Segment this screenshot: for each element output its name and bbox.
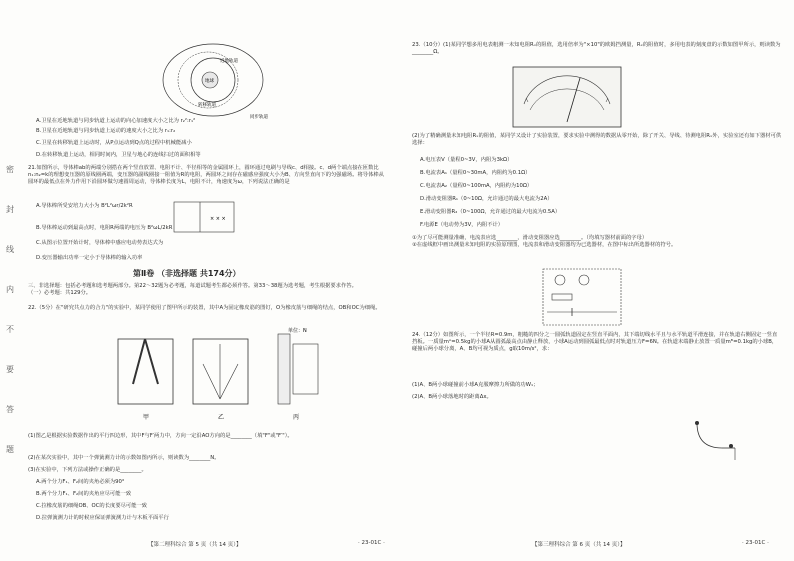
q23-stem: 23.（10分）(1)某同学想多用电表粗测一未知电阻Rₓ的阻值，选用倍率为"×10"的欧姆挡测量，Rₓ的阻值时，多用电表的刻度盘的示数如图甲所示，则读数为________Ω。	[412, 42, 781, 56]
q22-part-1: (1)图乙是根据实验数据作出的平行四边形，其中F与F′两力中，方向一定沿AO方向的是________（填"F"或"F′"）。	[28, 433, 293, 439]
q20-option-a: A.卫星在近地轨道与同步轨道上运动的向心加速度大小之比为 r₂²:r₁²	[36, 118, 196, 124]
near-orbit-label: 近地轨道	[220, 59, 238, 64]
binding-line-gutter	[6, 150, 20, 470]
geo-orbit-label: 同步轨道	[250, 115, 268, 120]
earth-label: 地球	[205, 79, 214, 84]
q22-stem: 22.（5分）在"研究共点力的合力"的实验中，某同学使用了图甲所示的装置，其中A为固定橡皮筋的图钉，O为橡皮筋与细绳的结点，OB和OC为细绳。	[28, 305, 381, 311]
q22-part-3: (3)在实验中，下列方法或操作正确的是________。	[28, 467, 147, 473]
equip-b: B.电流表A₁（量程0~30mA，内阻约为0.1Ω）	[420, 170, 531, 176]
q22-option-a: A.两个分力F₁、F₂间的夹角必须为90°	[36, 479, 125, 485]
multimeter-dial	[512, 66, 622, 128]
q24-part-2: (2)A、B两小球落地时的距离Δx。	[412, 394, 492, 400]
q24-stem: 24.（12分）如图所示，一个半径R=0.9m，粗糙的四分之一圆弧轨道固定在竖直平面内，其下端切线水平且与水平轨道平滑连接，并在轨道右侧固定一竖直挡板。一质量mᴬ=0.5kg的小球A从圆弧最高点由静止释放，小球A运动到圆弧最低点时对轨道压力F=6N。在轨道末端静止放置一质量mᴮ=0.1kg的小球B，碰撞后两小球分离，A、B均可视为质点，g取10m/s²，求：	[412, 332, 778, 353]
q21-option-d: D.变压器输出功率一定小于导体棒的输入功率	[36, 255, 143, 261]
q21-stem: 21.如图所示，导体棒ab的两端分别搭在两个竖直放置、电阻不计、半径相等的金属圆环上，圆环通过电刷与导线c、d相接。c、d两个端点接在匝数比n₁:n₂=k的理想变压器的原线圈两端，变压器的副线圈接一阻值为R的电阻，两圆环之间存在磁感应强度大小为B、方向竖直向下的匀强磁场。将导体棒从圆环的最低点在外力作用下沿圆环做匀速圆周运动，导体棒长度为L，电阻不计，角速度为ω，下列说法正确的是	[28, 165, 384, 186]
q21-option-a: A.导体棒所受安培力大小为 B²L²ωr/2k²R	[36, 203, 133, 209]
q21-option-c: C.从图示位置开始计时，导体棒中感应电动势表达式为	[36, 240, 164, 246]
gutter-char: 封	[6, 205, 14, 214]
q24-part-1: (1)A、B两小球碰撞前小球A克服摩擦力所做的功W₁；	[412, 382, 539, 388]
q23-part-2: (2)为了精确测量未知电阻Rₓ的阻值，某同学又设计了实验装置，要求实验中测得的数据从零开始，除了开关、导线、待测电阻Rₓ外，实验室还有如下器材可供选择：	[412, 133, 782, 147]
gutter-char: 题	[6, 445, 14, 454]
equip-d: D.滑动变阻器R₁（0~10Ω，允许通过的最大电流为2A）	[420, 196, 553, 202]
equip-a: A.电压表V（量程0~3V，内阻为3kΩ）	[420, 157, 513, 163]
q20-option-d: D.在转移轨道上运动，相同时间内，卫星与地心的连线扫过的面积相等	[36, 152, 201, 158]
q22-option-b: B.两个分力F₁、F₂间的夹角应尽可能一致	[36, 491, 132, 497]
equip-c: C.电流表A₂（量程0~100mA，内阻约为10Ω）	[420, 183, 533, 189]
left-footer: 【第二理科综合 第 5 页（共 14 页）】	[148, 542, 242, 548]
transfer-orbit-label: 转移轨道	[198, 103, 216, 108]
equip-f: F.电源E（电动势为3V，内阻不计）	[420, 222, 504, 228]
section-note: 三、非选择题：包括必考题和选考题两部分。第22～32题为必考题，每道试题考生都必须作答。第33～38题为选考题，考生根据要求作答。 （一）必考题：共129分。	[28, 283, 357, 297]
q21-option-b: B.导体棒运动到最高点时，电阻R两端的电压为 B²ωL/2kR	[36, 225, 173, 231]
equip-e: E.滑动变阻器R₂（0~100Ω，允许通过的最大电流为0.5A）	[420, 209, 561, 215]
circuit-box	[542, 268, 622, 326]
fig-yi-label: 乙	[218, 414, 225, 421]
right-footer: 【第三理科综合 第 6 页（共 14 页）】	[532, 542, 626, 548]
svg-text:× × ×: × × ×	[210, 216, 226, 222]
gutter-char: 要	[6, 365, 14, 374]
track-diagram	[687, 418, 747, 463]
orbit-diagram	[158, 40, 278, 120]
q20-option-c: C.卫星在转移轨道上运动时，从P点运动到Q点的过程中机械能减小	[36, 140, 192, 146]
q22-option-d: D.拉弹簧测力计的时候应保证弹簧测力计与木板平面平行	[36, 515, 169, 521]
fig-jia-label: 甲	[143, 414, 150, 421]
gutter-char: 内	[6, 285, 14, 294]
q23-part-3: ①为了尽可能测量准确，电流表应选________，滑动变阻器应选________。（均填写器材前面的字母） ②在虚线框中画出测量未知电阻的实验原理图，电流表和滑动变阻器均为已选器材，在图中标出所选器材的符号。	[412, 235, 677, 249]
gutter-char: 不	[6, 325, 14, 334]
gutter-char: 线	[6, 245, 14, 254]
q22-option-c: C.拉橡皮筋的细绳OB、OC的长度要尽可能一致	[36, 503, 148, 509]
left-footer-code: · 23-01C ·	[358, 540, 385, 546]
fig-bing-label: 丙	[293, 414, 300, 421]
gutter-char: 答	[6, 405, 14, 414]
right-footer-code: · 23-01C ·	[742, 540, 769, 546]
section-2-heading: 第Ⅱ卷 （非选择题 共174分）	[133, 269, 241, 278]
experiment-figures	[88, 324, 348, 429]
q20-option-b: B.卫星在近地轨道与同步轨道上运动的速度大小之比为 r₁:r₂	[36, 128, 176, 134]
gutter-char: 密	[6, 165, 14, 174]
q22-part-2: (2)在某次实验中，其中一个弹簧测力计的示数如图丙所示，则读数为________N。	[28, 455, 220, 461]
fig-unit-label: 单位：N	[288, 328, 307, 334]
